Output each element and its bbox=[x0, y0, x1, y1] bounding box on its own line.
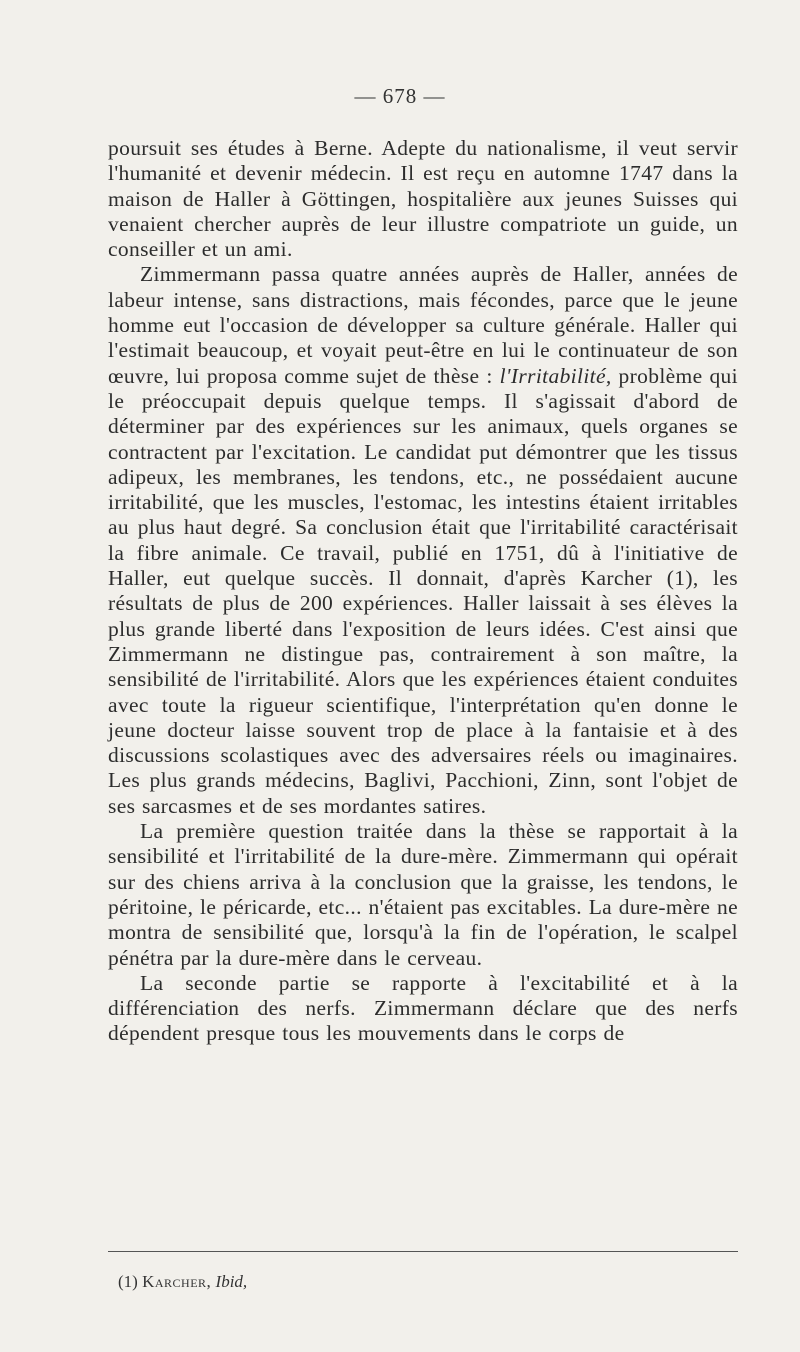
paragraph-2 bbox=[108, 262, 738, 819]
body-text bbox=[108, 136, 738, 1047]
footnote bbox=[118, 1272, 247, 1292]
paragraph-2-rest: problème qui le préoccupait depuis quelque temps. Il s'agissait d'abord de déterminer par des expériences sur les animaux, quels organes se contractent par l'excitation. Le candidat put démontrer que les tissus adipeux, les membranes, les tendons, etc., ne possédaient aucune irritabilité, que les muscles, l'estomac, les intestins étaient irritables au plus haut degré. Sa conclusion était que l'irritabilité caractérisait la fibre animale. Ce travail, publié en 1751, dû à l'initiative de Haller, eut quelque succès. Il donnait, d'après Karcher (1), les résultats de plus de 200 expériences. Haller laissait à ses élèves la plus grande liberté dans l'exposition de leurs idées. C'est ainsi que Zimmermann ne distingue pas, contrairement à son maître, la sensibilité de l'irritabilité. Alors que les expériences étaient conduites avec toute la rigueur scientifique, l'interprétation qu'en donne le jeune docteur laisse souvent trop de place à la fantaisie et à des discussions scolastiques avec des adversaires réels ou imaginaires. Les plus grands médecins, Baglivi, Pacchioni, Zinn, sont l'objet de ses sarcasmes et de ses mordantes satires. bbox=[108, 363, 738, 818]
paragraph-3: La première question traitée dans la thèse se rapportait à la sensibilité et l'irritabilité de la dure-mère. Zimmermann qui opérait sur des chiens arriva à la conclusion que la graisse, les tendons, le péritoine, le péricarde, etc... n'étaient pas excitables. La dure-mère ne montra de sensibilité que, lorsqu'à la fin de l'opération, le scalpel pénétra par la dure-mère dans le cerveau. bbox=[108, 819, 738, 970]
footnote-marker: (1) bbox=[118, 1272, 138, 1291]
page-number: — 678 — bbox=[354, 84, 446, 108]
footnote-reference: Ibid, bbox=[215, 1272, 248, 1291]
paragraph-1: poursuit ses études à Berne. Adepte du nationalisme, il veut servir l'humanité et devenir médecin. Il est reçu en automne 1747 dans la maison de Haller à Göttingen, hospitalière aux jeunes Suisses qui venaient chercher auprès de leur illustre compatriote un guide, un conseiller et un ami. bbox=[108, 136, 738, 262]
footnote-author: Karcher, bbox=[142, 1272, 212, 1291]
footnote-divider bbox=[108, 1251, 738, 1252]
paragraph-2-start: Zimmermann passa quatre années auprès de Haller, années de labeur intense, sans distractions, mais fécondes, parce que le jeune homme eut l'occasion de développer sa culture générale. Haller qui l'estimait beaucoup, et voyait peut-être en lui le continuateur de son œuvre, lui proposa comme sujet de thèse : bbox=[108, 262, 738, 388]
paragraph-4: La seconde partie se rapporte à l'excitabilité et à la différenciation des nerfs. Zimmermann déclare que des nerfs dépendent presque tous les mouvements dans le corps de bbox=[108, 970, 738, 1046]
thesis-title: l'Irritabilité, bbox=[499, 363, 612, 388]
